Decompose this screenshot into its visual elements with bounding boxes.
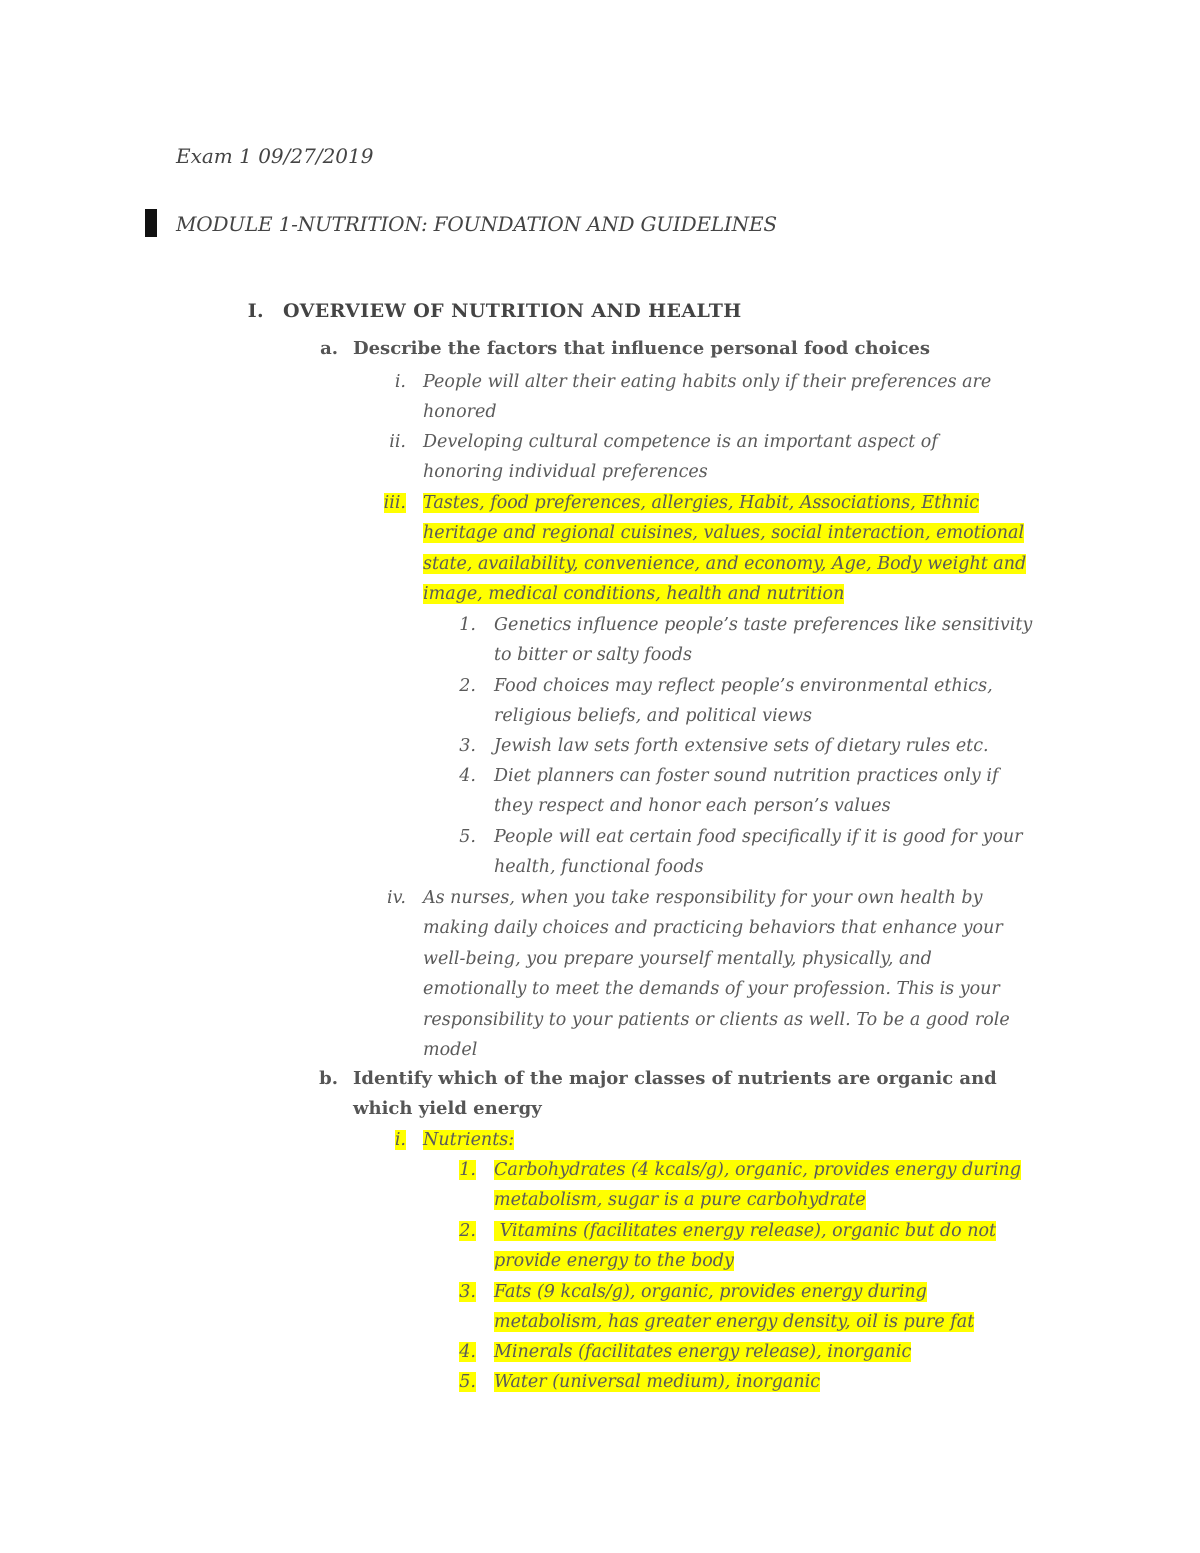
list-label: 5. xyxy=(459,1372,476,1392)
item-b-label: b. xyxy=(319,1068,338,1089)
list-text: honored xyxy=(423,402,497,423)
item-b-title: which yield energy xyxy=(353,1098,542,1120)
list-label: 5. xyxy=(459,827,476,847)
list-label: 4. xyxy=(459,766,476,786)
list-text: to bitter or salty foods xyxy=(494,645,692,666)
highlighted-text: metabolism, sugar is a pure carbohydrate xyxy=(494,1190,866,1211)
item-b-title: Identify which of the major classes of nutrients are organic and xyxy=(353,1068,997,1089)
highlighted-text: image, medical conditions, health and nutrition xyxy=(423,584,845,605)
list-label: 4. xyxy=(459,1342,476,1362)
highlighted-text: Fats (9 kcals/g), organic, provides energy during xyxy=(494,1282,927,1302)
item-a-title: Describe the factors that influence personal food choices xyxy=(353,338,930,359)
list-text: health, functional foods xyxy=(494,857,704,878)
section-title: OVERVIEW OF NUTRITION AND HEALTH xyxy=(283,300,742,322)
exam-date: Exam 1 09/27/2019 xyxy=(176,144,374,168)
list-text: Food choices may reflect people’s environmental ethics, xyxy=(494,676,993,696)
highlighted-text: Water (universal medium), inorganic xyxy=(494,1372,821,1392)
list-label: ii. xyxy=(389,432,406,452)
list-label: 1. xyxy=(459,1160,476,1180)
list-label: 2. xyxy=(459,676,476,696)
list-label: 2. xyxy=(459,1221,476,1241)
highlighted-text: Carbohydrates (4 kcals/g), organic, provides energy during xyxy=(494,1160,1021,1180)
list-label: i. xyxy=(394,1130,406,1150)
list-text: well-being, you prepare yourself mentally, physically, and xyxy=(423,948,932,969)
list-text: making daily choices and practicing behaviors that enhance your xyxy=(423,918,1003,939)
highlighted-text: provide energy to the body xyxy=(494,1251,734,1272)
list-text: As nurses, when you take responsibility for your own health by xyxy=(423,888,983,908)
list-text: emotionally to meet the demands of your profession. This is your xyxy=(423,979,1000,1000)
highlighted-text: Vitamins (facilitates energy release), organic but do not xyxy=(494,1221,997,1241)
list-text: religious beliefs, and political views xyxy=(494,706,812,727)
list-label: 1. xyxy=(459,615,476,635)
list-label: 3. xyxy=(459,1282,476,1302)
item-a-label: a. xyxy=(320,338,338,359)
list-text: People will alter their eating habits only if their preferences are xyxy=(423,372,992,392)
highlighted-text: Tastes, food preferences, allergies, Habit, Associations, Ethnic xyxy=(423,493,980,513)
highlighted-text: state, availability, convenience, and economy, Age, Body weight and xyxy=(423,553,1027,574)
list-label: 3. xyxy=(459,736,476,756)
section-label: I. xyxy=(247,300,264,322)
list-label: iv. xyxy=(387,888,406,908)
list-text: they respect and honor each person’s values xyxy=(494,796,891,817)
list-label: iii. xyxy=(383,493,406,513)
list-text: model xyxy=(423,1039,478,1060)
highlighted-text: heritage and regional cuisines, values, social interaction, emotional xyxy=(423,523,1025,544)
list-text: responsibility to your patients or clients as well. To be a good role xyxy=(423,1009,1010,1030)
list-text: Genetics influence people’s taste preferences like sensitivity xyxy=(494,615,1033,635)
heading-marker xyxy=(145,209,157,237)
list-text: Jewish law sets forth extensive sets of dietary rules etc. xyxy=(494,736,989,756)
list-text: Developing cultural competence is an important aspect of xyxy=(423,432,938,452)
list-label: i. xyxy=(394,372,406,392)
module-title: MODULE 1-NUTRITION: FOUNDATION AND GUIDELINES xyxy=(176,212,777,236)
list-text: Diet planners can foster sound nutrition practices only if xyxy=(494,766,999,786)
list-text: honoring individual preferences xyxy=(423,462,708,483)
highlighted-text: metabolism, has greater energy density, oil is pure fat xyxy=(494,1312,975,1333)
list-text: People will eat certain food specifically if it is good for your xyxy=(494,827,1023,847)
highlighted-text: Minerals (facilitates energy release), inorganic xyxy=(494,1342,912,1362)
highlighted-text: Nutrients: xyxy=(423,1130,515,1150)
